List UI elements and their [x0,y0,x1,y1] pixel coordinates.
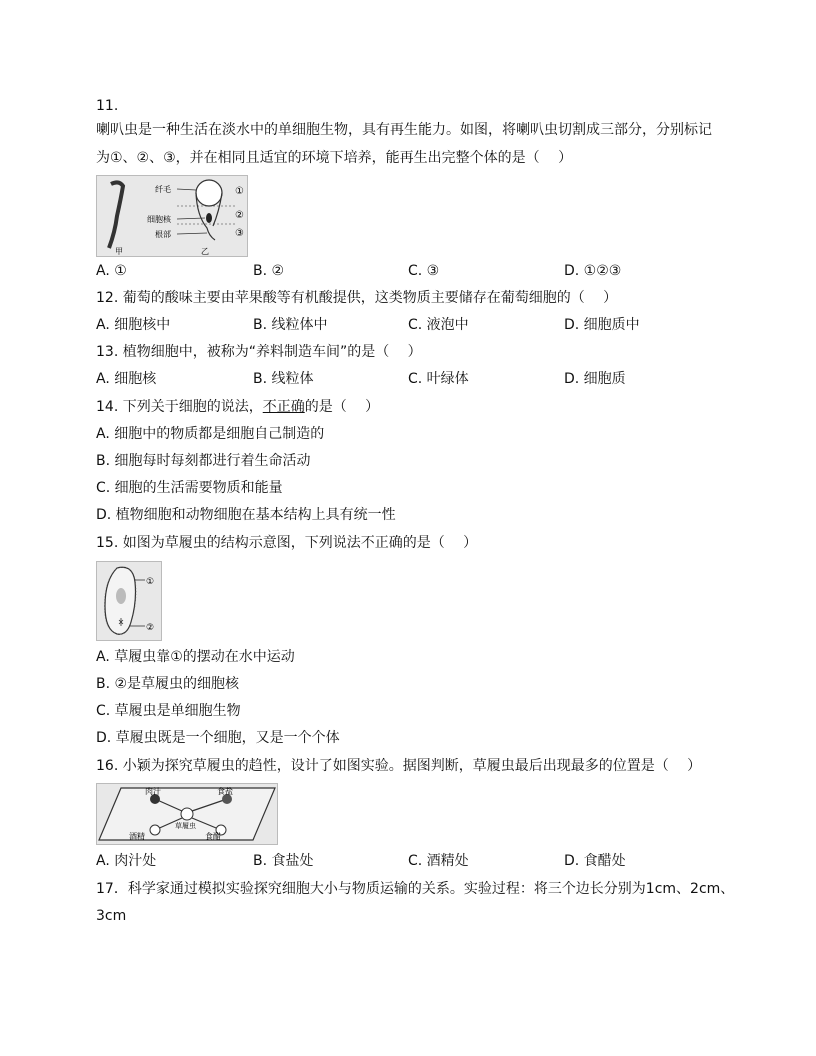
q17-stem-line1: 17．科学家通过模拟实验探究细胞大小与物质运输的关系。实验过程：将三个边长分别为1cm、2cm、 [96,881,735,897]
q17-stem-line2: 3cm [96,908,127,924]
mark-1: ① [146,577,155,587]
q11-option-a: A. ① [96,263,127,279]
q12-option-c: C. 液泡中 [408,317,469,333]
q16-stem: 16. 小颖为探究草履虫的趋性，设计了如图实验。据图判断，草履虫最后出现最多的位置是（ ） [96,758,702,774]
q14-emphasis: 不正确 [262,399,305,415]
paramecium-diagram [97,562,161,640]
paramecium-experiment-diagram [97,784,277,844]
q12-option-d: D. 细胞质中 [564,317,640,333]
q16-option-b: B. 食盐处 [253,853,314,869]
q13-option-b: B. 线粒体 [253,371,314,387]
label-nucleus: 细胞核 [147,215,171,224]
label-vinegar: 食醋 [205,832,221,841]
q15-option-d: D. 草履虫既是一个细胞，又是一个个体 [96,730,340,746]
q14-stem: 14. 下列关于细胞的说法，不正确的是（ ） [96,399,380,415]
label-yi: 乙 [201,247,209,256]
mark-2: ② [146,623,155,633]
q16-option-c: C. 酒精处 [408,853,469,869]
q12-option-a: A. 细胞核中 [96,317,171,333]
q16-option-a: A. 肉汁处 [96,853,157,869]
label-salt: 食盐 [217,787,233,796]
label-alcohol: 酒精 [129,832,145,841]
q13-stem: 13. 植物细胞中，被称为“养料制造车间”的是（ ） [96,344,422,360]
q15-option-b: B. ②是草履虫的细胞核 [96,676,240,692]
q12-option-b: B. 线粒体中 [253,317,328,333]
mark-3: ③ [235,228,244,239]
q11-figure-trumpet-worm [96,175,248,257]
q11-option-c: C. ③ [408,263,440,279]
q15-stem: 15. 如图为草履虫的结构示意图，下列说法不正确的是（ ） [96,535,478,551]
q13-option-a: A. 细胞核 [96,371,157,387]
q14-option-c: C. 细胞的生活需要物质和能量 [96,480,283,496]
q15-option-c: C. 草履虫是单细胞生物 [96,703,241,719]
q11-option-b: B. ② [253,263,285,279]
q11-number: 11. [96,98,119,114]
q16-figure-slide [96,783,278,845]
q11-stem-line1: 喇叭虫是一种生活在淡水中的单细胞生物，具有再生能力。如图，将喇叭虫切割成三部分，分别标记 [96,122,712,138]
label-root: 根部 [155,230,171,239]
mark-2: ② [235,210,244,221]
q12-stem: 12. 葡萄的酸味主要由苹果酸等有机酸提供，这类物质主要储存在葡萄细胞的（ ） [96,290,618,306]
q15-option-a: A. 草履虫靠①的摆动在水中运动 [96,649,295,665]
label-jia: 甲 [115,247,123,256]
q13-option-d: D. 细胞质 [564,371,626,387]
q16-option-d: D. 食醋处 [564,853,626,869]
trumpet-worm-diagram [97,176,247,256]
q13-option-c: C. 叶绿体 [408,371,469,387]
label-meat-juice: 肉汁 [145,787,161,796]
mark-1: ① [235,186,244,197]
q14-option-b: B. 细胞每时每刻都进行着生命活动 [96,453,311,469]
q14-option-a: A. 细胞中的物质都是细胞自己制造的 [96,426,325,442]
q14-option-d: D. 植物细胞和动物细胞在基本结构上具有统一性 [96,507,396,523]
q11-stem-line2: 为①、②、③，并在相同且适宜的环境下培养，能再生出完整个体的是（ ） [96,150,573,166]
label-cilia: 纤毛 [155,185,171,194]
label-paramecium: 草履虫 [175,822,196,830]
q15-figure-paramecium [96,561,162,641]
q11-option-d: D. ①②③ [564,263,622,279]
